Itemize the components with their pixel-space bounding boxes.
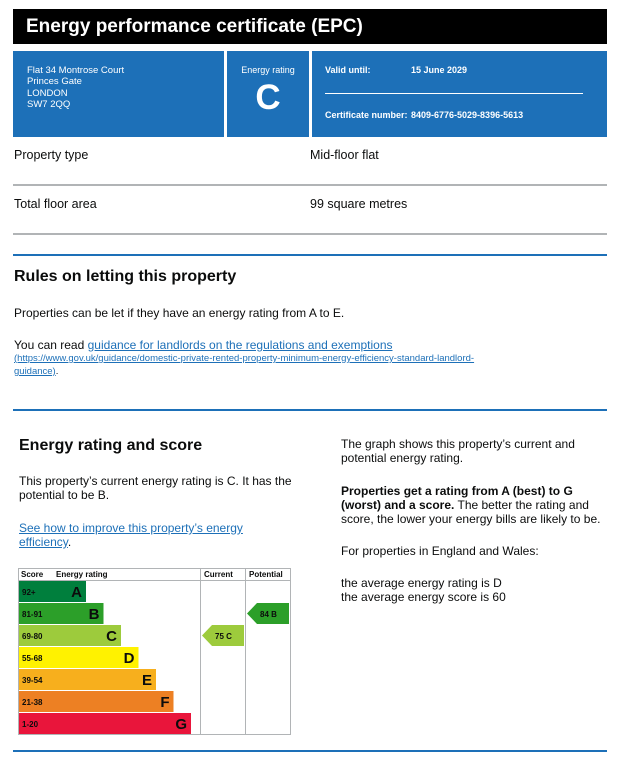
rules-read-line xyxy=(14,338,393,352)
energy-heading: Energy rating and score xyxy=(19,437,203,454)
guidance-url-link[interactable]: guidance) xyxy=(14,366,56,377)
divider xyxy=(325,93,583,94)
energy-current-paragraph: This property’s current energy rating is C. It has the potential to be B. xyxy=(19,474,292,502)
rating-band-letter: B xyxy=(88,606,100,623)
property-type-value: Mid-floor flat xyxy=(310,148,379,162)
rules-heading: Rules on letting this property xyxy=(14,268,237,285)
potential-rating-label: 84 B xyxy=(260,610,277,619)
rating-explanation-bold: Properties get a rating from A (best) to G (worst) and a score. xyxy=(341,484,573,512)
rating-band-g xyxy=(50,713,191,734)
score-band-label: 39-54 xyxy=(22,676,43,685)
rules-read-prefix: You can read xyxy=(14,338,88,352)
floor-area-label: Total floor area xyxy=(14,197,97,211)
score-band-label: 1-20 xyxy=(22,720,39,729)
address-line: SW7 2QQ xyxy=(27,98,71,110)
score-band-label: 21-38 xyxy=(22,698,43,707)
rating-band-letter: F xyxy=(160,694,170,711)
rules-paragraph: Properties can be let if they have an energy rating from A to E. xyxy=(14,306,345,320)
average-rating: the average energy rating is D xyxy=(341,576,502,590)
rating-band-letter: D xyxy=(123,650,135,667)
valid-until-value: 15 June 2029 xyxy=(411,65,468,75)
page-title: Energy performance certificate (EPC) xyxy=(13,9,607,44)
address-line: Princes Gate xyxy=(27,76,82,88)
property-type-label: Property type xyxy=(14,148,89,162)
certificate-number-value: 8409-6776-5029-8396-5613 xyxy=(411,110,524,120)
improve-efficiency-link[interactable]: See how to improve this property’s energy efficiency xyxy=(19,521,243,549)
section-divider xyxy=(13,254,607,256)
score-band-label: 81-91 xyxy=(22,610,43,619)
rating-explanation xyxy=(341,484,616,526)
guidance-url-line-2 xyxy=(14,366,58,378)
energy-rating-panel xyxy=(227,51,309,137)
score-band-label: 92+ xyxy=(22,588,36,597)
energy-rating-header: Energy rating xyxy=(56,570,108,579)
property-type-row xyxy=(13,136,607,186)
current-header: Current xyxy=(204,570,233,579)
score-band-label: 69-80 xyxy=(22,632,43,641)
energy-rating-label: Energy rating xyxy=(241,65,295,75)
rating-band-letter: G xyxy=(175,716,187,733)
current-rating-label: 75 C xyxy=(215,632,232,641)
energy-rating-chart xyxy=(18,568,292,736)
floor-area-value: 99 square metres xyxy=(310,197,408,211)
rating-band-letter: C xyxy=(106,628,117,645)
improve-end: . xyxy=(67,535,72,549)
rating-band-e xyxy=(50,669,156,690)
potential-header: Potential xyxy=(249,570,283,579)
rating-band-f xyxy=(50,691,174,712)
landlord-guidance-link[interactable]: guidance for landlords on the regulations and exemptions xyxy=(87,338,393,352)
england-wales-label: For properties in England and Wales: xyxy=(341,544,539,558)
valid-until-label: Valid until: xyxy=(325,65,371,75)
address-panel xyxy=(13,51,224,137)
certificate-number-label: Certificate number: xyxy=(325,110,408,120)
graph-explanation: The graph shows this property’s current and potential energy rating. xyxy=(341,437,575,465)
rating-explanation-rest: The better the rating and score, the lower your energy bills are likely to be. xyxy=(341,498,601,526)
score-header: Score xyxy=(21,570,44,579)
guidance-url-end: . xyxy=(55,366,59,377)
validity-panel xyxy=(312,51,607,137)
rating-band-letter: E xyxy=(141,672,152,689)
guidance-url-line-1[interactable]: (https://www.gov.uk/guidance/domestic-private-rented-property-minimum-energy-efficiency-standard-landlord- xyxy=(14,353,475,364)
section-divider xyxy=(13,750,607,752)
improve-line xyxy=(19,521,289,549)
address-line: Flat 34 Montrose Court xyxy=(27,65,125,76)
floor-area-row xyxy=(13,185,607,235)
rating-band-letter: A xyxy=(71,584,82,601)
section-divider xyxy=(13,409,607,411)
address-line: LONDON xyxy=(27,87,68,99)
average-score: the average energy score is 60 xyxy=(341,590,506,604)
energy-rating-value: C xyxy=(255,78,281,117)
score-band-label: 55-68 xyxy=(22,654,43,663)
